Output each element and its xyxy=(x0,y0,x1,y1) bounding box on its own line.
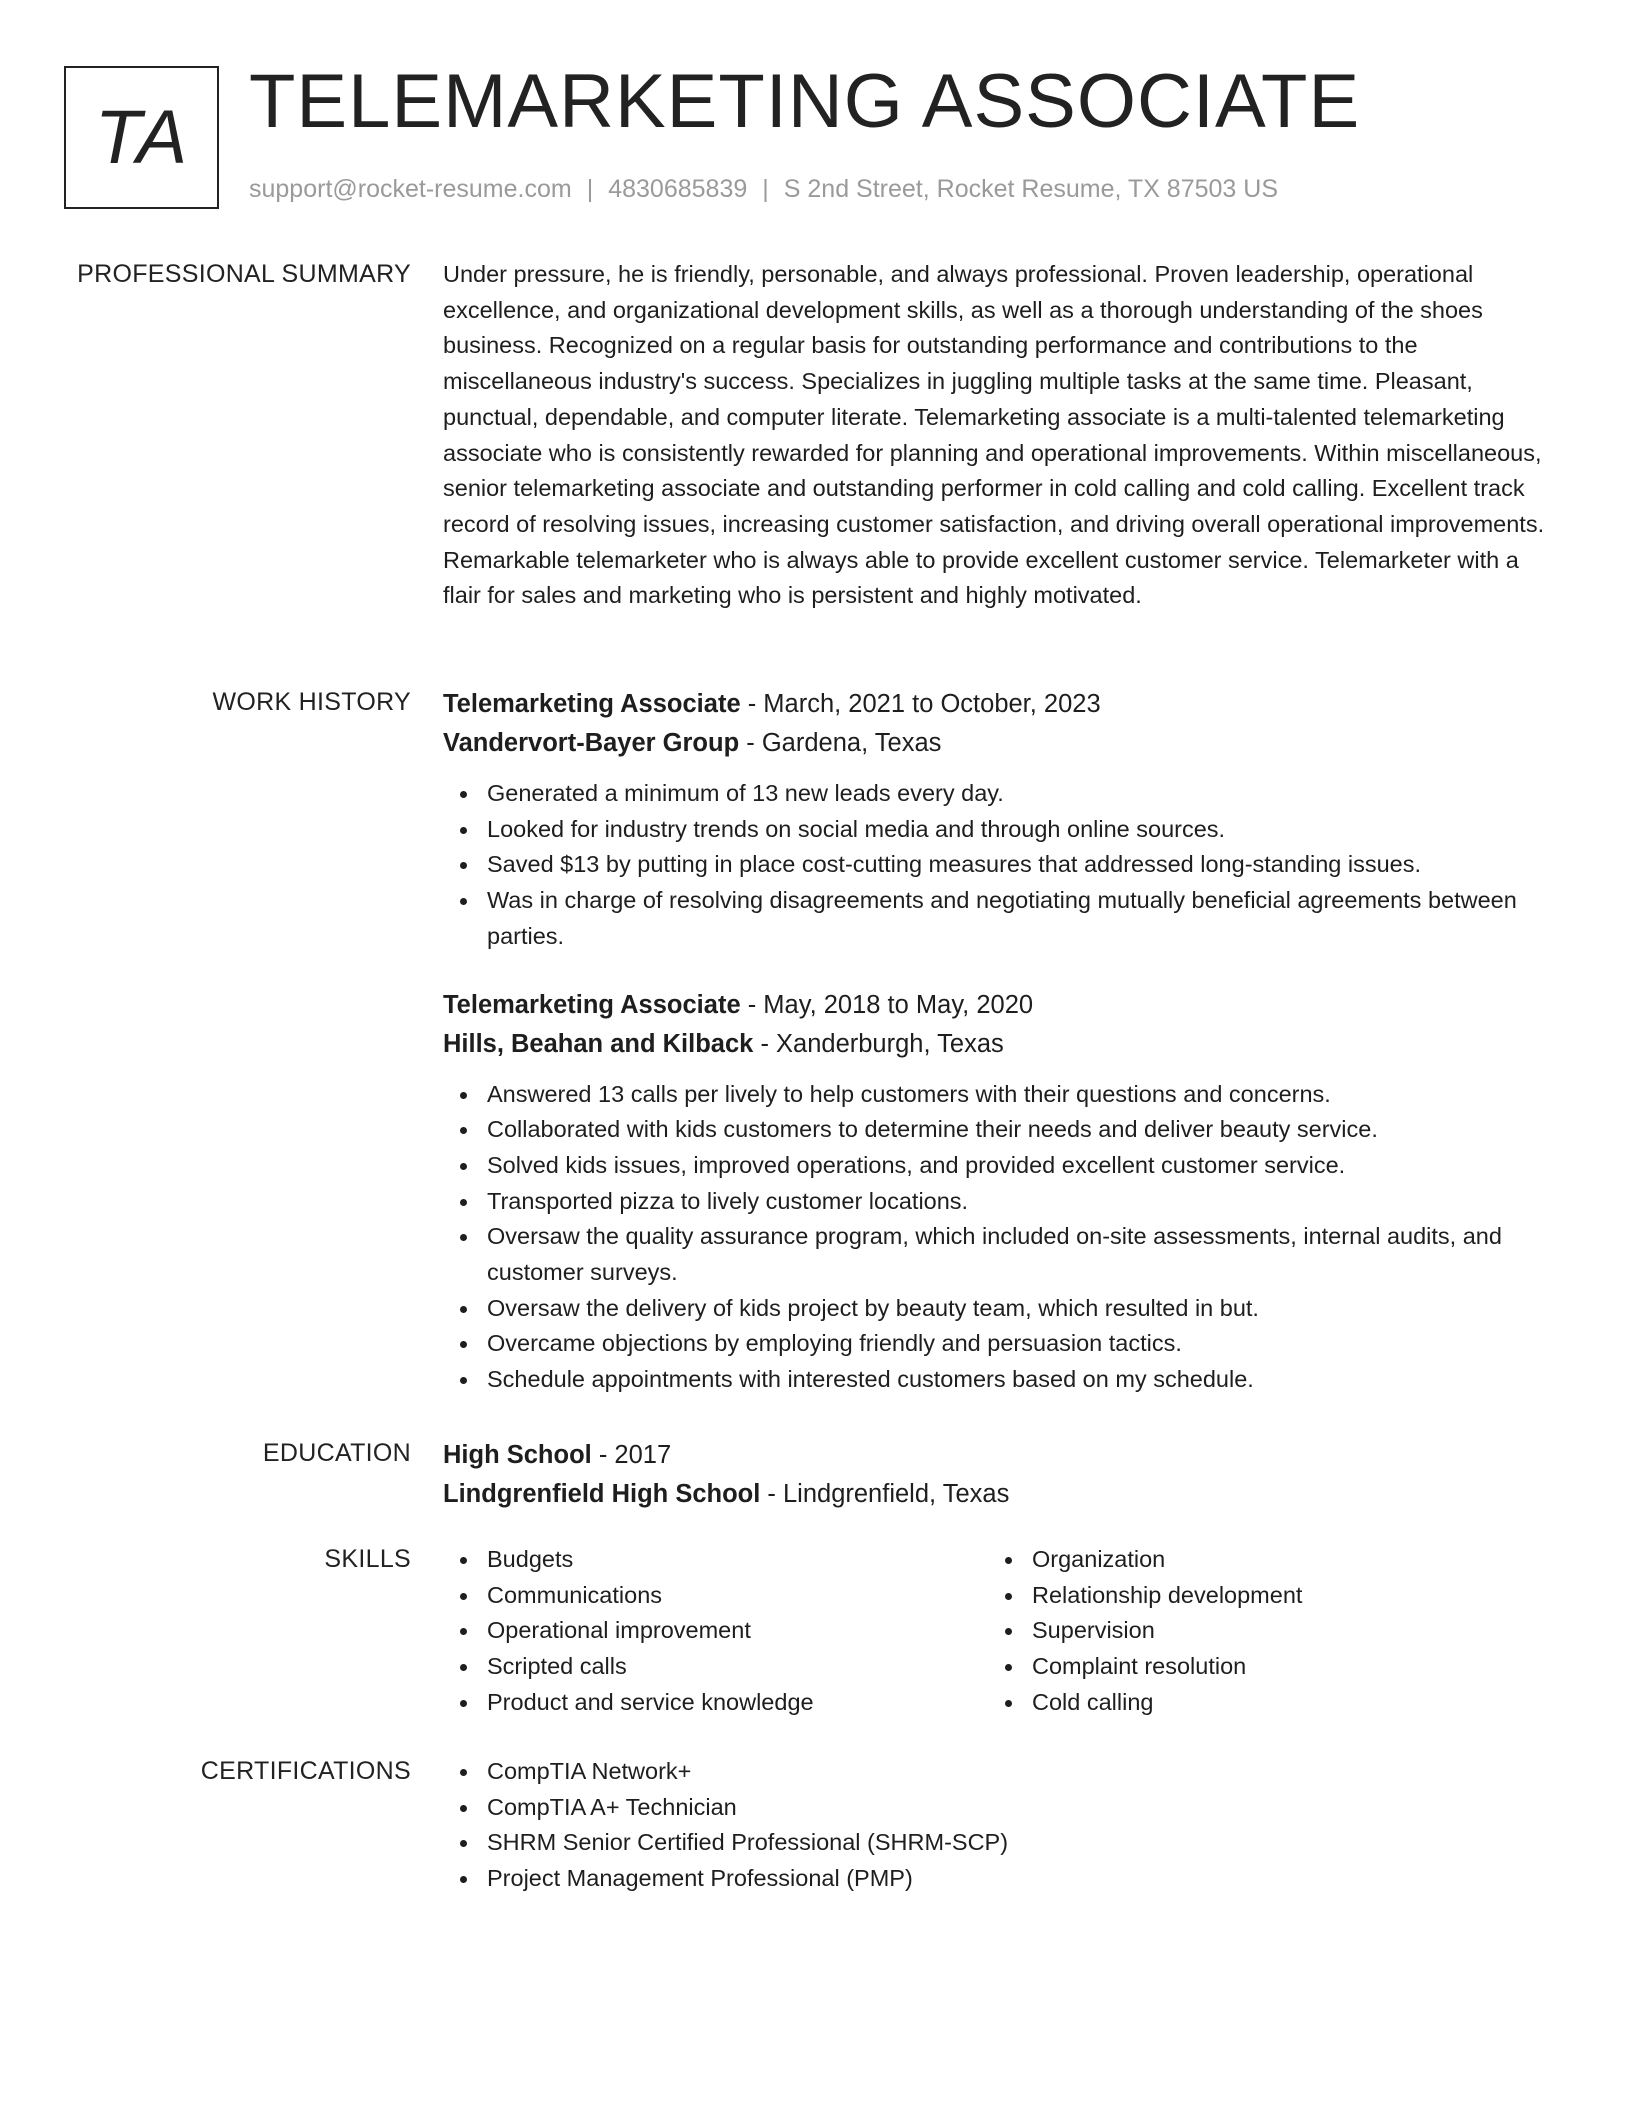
job-dates: - May, 2018 to May, 2020 xyxy=(740,990,1034,1019)
skill-item: Product and service knowledge xyxy=(443,1685,988,1721)
page-title: TELEMARKETING ASSOCIATE xyxy=(249,59,1361,144)
skill-item: Relationship development xyxy=(988,1578,1533,1614)
skill-item: Budgets xyxy=(443,1542,988,1578)
degree: High School xyxy=(443,1441,592,1469)
skill-item: Supervision xyxy=(988,1613,1533,1649)
skill-item: Cold calling xyxy=(988,1685,1533,1721)
job-entry xyxy=(443,685,1555,955)
certification-item: CompTIA A+ Technician xyxy=(443,1790,1555,1826)
job-company: Vandervort-Bayer Group xyxy=(443,729,740,757)
skill-item: Communications xyxy=(443,1578,988,1614)
certification-item: Project Management Professional (PMP) xyxy=(443,1861,1555,1897)
job-bullets xyxy=(443,1077,1555,1398)
job-title: Telemarketing Associate xyxy=(443,990,741,1019)
contact-phone: 4830685839 xyxy=(608,175,748,203)
section-label-summary: PROFESSIONAL SUMMARY xyxy=(77,260,411,288)
job-title-line xyxy=(443,986,1555,1025)
contact-line xyxy=(249,172,1278,206)
list-item: Looked for industry trends on social media and through online sources. xyxy=(443,812,1555,848)
job-title-line xyxy=(443,685,1555,724)
list-item: Was in charge of resolving disagreements and negotiating mutually beneficial agreements between parties. xyxy=(443,883,1555,954)
job-dates: - March, 2021 to October, 2023 xyxy=(740,690,1101,718)
list-item: Overcame objections by employing friendly and persuasion tactics. xyxy=(443,1326,1555,1362)
certifications-body xyxy=(443,1754,1555,1897)
contact-separator: | xyxy=(586,175,594,203)
skill-item: Complaint resolution xyxy=(988,1649,1533,1685)
work-body xyxy=(443,685,1555,1398)
list-item: Solved kids issues, improved operations, and provided excellent customer service. xyxy=(443,1148,1555,1184)
job-company-line xyxy=(443,1025,1555,1064)
summary-text: Under pressure, he is friendly, personable, and always professional. Proven leadership, operational excellence, and organizational development skills, as well as a thorough understanding of the shoes business. Recognized on a regular basis for outstanding performance and contributions to the miscellaneous industry's success. Specializes in juggling multiple tasks at the same time. Pleasant, punctual, dependable, and computer literate. Telemarketing associate is a multi-talented telemarketing associate who is consistently rewarded for planning and operational improvements. Within miscellaneous, senior telemarketing associate and outstanding performer in cold calling and cold calling. Excellent track record of resolving issues, increasing customer satisfaction, and driving overall operational improvements. Remarkable telemarketer who is always able to provide excellent customer service. Telemarketer with a flair for sales and marketing who is persistent and highly motivated. xyxy=(443,261,1545,609)
school-name: Lindgrenfield High School xyxy=(443,1480,761,1508)
list-item: Oversaw the quality assurance program, which included on-site assessments, internal audits, and customer surveys. xyxy=(443,1219,1555,1290)
section-label-certifications: CERTIFICATIONS xyxy=(200,1757,411,1785)
job-location: - Gardena, Texas xyxy=(739,729,942,757)
education-body xyxy=(443,1436,1555,1514)
certifications-list xyxy=(443,1754,1555,1897)
school-location: - Lindgrenfield, Texas xyxy=(760,1480,1010,1508)
skill-item: Scripted calls xyxy=(443,1649,988,1685)
contact-separator: | xyxy=(762,175,769,203)
skill-item: Organization xyxy=(988,1542,1533,1578)
section-label-work: WORK HISTORY xyxy=(212,688,411,716)
list-item: Schedule appointments with interested customers based on my schedule. xyxy=(443,1362,1555,1398)
skills-list-left xyxy=(443,1542,988,1721)
skills-body xyxy=(443,1542,1555,1721)
skills-list-right xyxy=(988,1542,1533,1721)
certification-item: SHRM Senior Certified Professional (SHRM-SCP) xyxy=(443,1825,1555,1861)
graduation-year: - 2017 xyxy=(591,1441,672,1469)
section-label-skills: SKILLS xyxy=(324,1545,411,1573)
monogram-logo: TA xyxy=(64,66,219,209)
list-item: Generated a minimum of 13 new leads every day. xyxy=(443,776,1555,812)
skill-item: Operational improvement xyxy=(443,1613,988,1649)
contact-email: support@rocket-resume.com xyxy=(249,175,572,203)
list-item: Saved $13 by putting in place cost-cutting measures that addressed long-standing issues. xyxy=(443,847,1555,883)
job-title: Telemarketing Associate xyxy=(443,690,741,718)
summary-body xyxy=(443,257,1555,614)
list-item: Answered 13 calls per lively to help customers with their questions and concerns. xyxy=(443,1077,1555,1113)
job-location: - Xanderburgh, Texas xyxy=(753,1029,1004,1058)
school-line xyxy=(443,1475,1555,1514)
job-company-line xyxy=(443,724,1555,763)
list-item: Oversaw the delivery of kids project by beauty team, which resulted in but. xyxy=(443,1291,1555,1327)
section-label-education: EDUCATION xyxy=(262,1439,411,1467)
job-entry xyxy=(443,986,1555,1398)
list-item: Collaborated with kids customers to determine their needs and deliver beauty service. xyxy=(443,1112,1555,1148)
list-item: Transported pizza to lively customer locations. xyxy=(443,1184,1555,1220)
job-bullets xyxy=(443,776,1555,955)
degree-line xyxy=(443,1436,1555,1475)
certification-item: CompTIA Network+ xyxy=(443,1754,1555,1790)
job-company: Hills, Beahan and Kilback xyxy=(443,1029,754,1058)
contact-address: S 2nd Street, Rocket Resume, TX 87503 US xyxy=(783,175,1279,203)
